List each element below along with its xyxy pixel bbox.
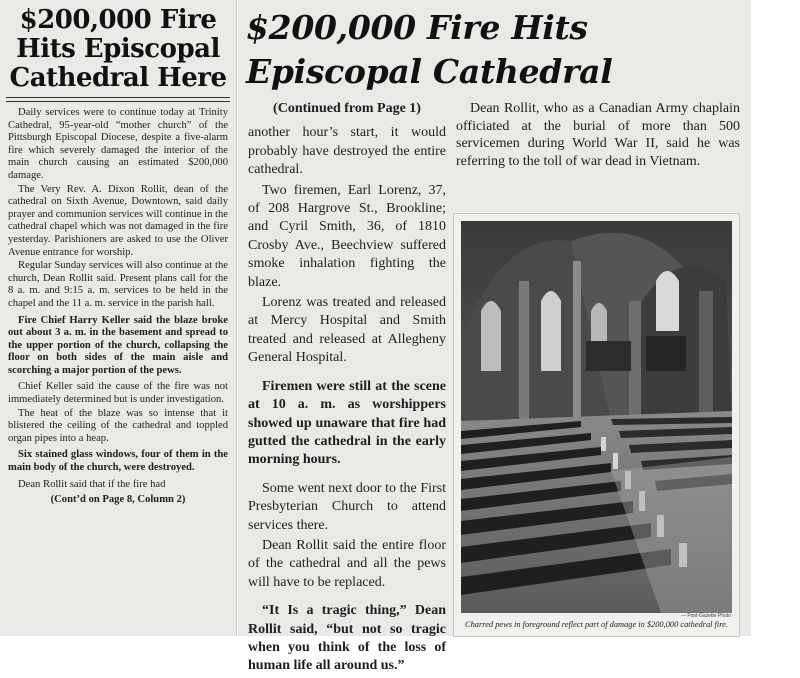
- article-paragraph: Two firemen, Earl Lorenz, 37, of 208 Hargrove St., Brookline; and Cyril Smith, 36, of 1810 Crosby Ave., Beechview suffered smoke inhalation fighting the blaze.: [248, 182, 446, 290]
- front-page-headline: [6, 6, 230, 93]
- front-page-clipping: [0, 0, 237, 636]
- continuation-column-1: [248, 100, 446, 678]
- article-paragraph: Firemen were still at the scene at 10 a. m. as worshippers showed up unaware that fire had gutted the cathedral in the early morning hours.: [248, 378, 446, 468]
- continuation-headline: [246, 6, 626, 94]
- continuation-headline-line-1: $200,000 Fire Hits: [246, 8, 588, 47]
- headline-rule: [6, 97, 230, 102]
- cathedral-interior-photo: [461, 221, 732, 613]
- continued-on-label: (Cont’d on Page 8, Column 2): [50, 494, 186, 506]
- photo-credit: — Post-Gazette Photo: [680, 613, 731, 619]
- headline-line-3: Cathedral Here: [9, 63, 227, 93]
- front-page-article-body: [8, 107, 228, 507]
- continuation-headline-line-2: Episcopal Cathedral: [246, 52, 613, 91]
- article-paragraph: The Very Rev. A. Dixon Rollit, dean of the cathedral on Sixth Avenue, Downtown, said daily prayer and communion services will continue in the cathedral chapel which was not damaged in the fire yesterday. Parishioners are asked to use the Oliver Avenue entrance for worship.: [8, 183, 228, 258]
- article-paragraph: “It Is a tragic thing,” Dean Rollit said, “but not so tragic when you think of the loss of human life all around us.”: [248, 603, 446, 674]
- article-paragraph: Regular Sunday services will also continue at the church, Dean Rollit said. Present plans call for the 8 a. m. and 9:15 a. m. services to be held in the chapel and the 11 a. m. service in the parish hall.: [8, 260, 228, 309]
- continuation-column-2: [456, 100, 740, 170]
- article-paragraph: The heat of the blaze was so intense that it blistered the ceiling of the cathedral and toppled organ pipes into a heap.: [8, 407, 228, 444]
- article-paragraph: Lorenz was treated and released at Mercy Hospital and Smith treated and released at Allegheny General Hospital.: [248, 295, 446, 366]
- photo-caption: Charred pews in foreground reflect part of damage in $200,000 cathedral fire.: [465, 620, 728, 629]
- article-paragraph: Chief Keller said the cause of the fire was not immediately determined but is under investigation.: [8, 381, 228, 406]
- cathedral-photo-block: [453, 213, 740, 637]
- article-paragraph: another hour’s start, it would probably have destroyed the entire cathedral.: [248, 125, 446, 178]
- article-paragraph: Dean Rollit said the entire floor of the cathedral and all the pews will have to be replaced.: [248, 537, 446, 590]
- headline-line-1: $200,000 Fire: [19, 5, 217, 35]
- article-paragraph: Fire Chief Harry Keller said the blaze broke out about 3 a. m. in the basement and spread to the upper portion of the church, collapsing the floor on both sides of the main aisle and scorching a major portion of the pews.: [8, 314, 228, 376]
- article-paragraph: Some went next door to the First Presbyterian Church to attend services there.: [248, 480, 446, 533]
- article-paragraph: Daily services were to continue today at Trinity Cathedral, 95-year-old “mother church” of the Pittsburgh Episcopal Diocese, despite a five-alarm fire which severely damaged the interior of the main church causing an estimated $200,000 damage.: [8, 107, 228, 181]
- headline-line-2: Hits Episcopal: [16, 34, 220, 64]
- article-paragraph: Six stained glass windows, four of them in the main body of the church, were destroyed.: [8, 449, 228, 474]
- article-paragraph: Dean Rollit, who as a Canadian Army chaplain officiated at the burial of more than 500 servicemen during World War II, said he was referring to the toll of war dead in Vietnam.: [456, 101, 740, 169]
- article-paragraph: Dean Rollit said that if the fire had: [18, 478, 166, 490]
- continued-from-label: (Continued from Page 1): [273, 101, 421, 116]
